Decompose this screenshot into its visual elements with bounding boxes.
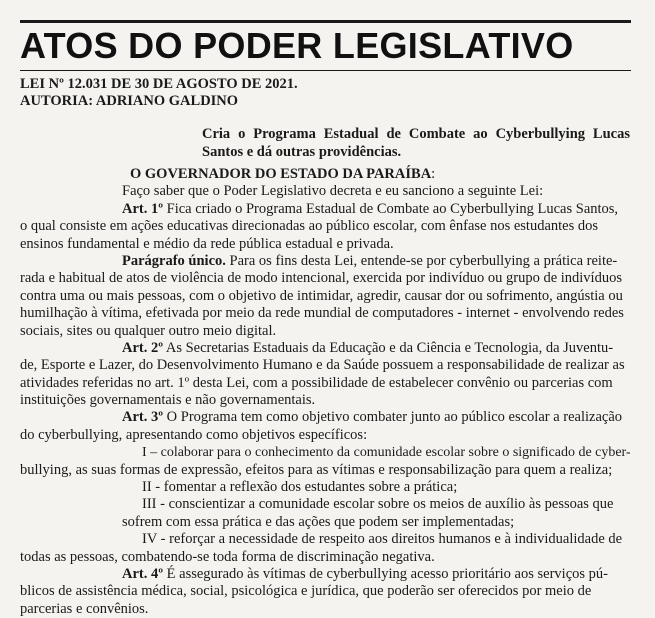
- governor-heading: [20, 166, 631, 183]
- art3-label: Art. 3º: [122, 409, 164, 426]
- law-author: AUTORIA: ADRIANO GALDINO: [20, 93, 239, 109]
- paragraph-line-5: sociais, sites ou qualquer outro meio digital.: [20, 322, 277, 339]
- art2-line-1: [20, 340, 631, 357]
- inciso-1-line-1: I – colaborar para o conhecimento da comunidade escolar sobre o significado de cyber-: [142, 445, 631, 461]
- art3-line-2: do cyberbullying, apresentando como objetivos específicos:: [20, 426, 368, 443]
- art2-label: Art. 2º: [122, 339, 164, 356]
- law-number: LEI Nº 12.031 DE 30 DE AGOSTO DE 2021.: [20, 76, 298, 92]
- law-body: [20, 166, 631, 618]
- art1-text-1: Fica criado o Programa Estadual de Combate ao Cyberbullying Lucas Santos,: [163, 200, 619, 217]
- header-bottom-rule: [20, 70, 631, 71]
- art1-line-3: ensinos fundamental e médio da rede pública estadual e privada.: [20, 235, 394, 252]
- art2-line-2: de, Esporte e Lazer, do Desenvolvimento Humano e da Saúde possuem a responsabilidade de realizar as: [20, 357, 625, 374]
- art4-line-1: [20, 566, 631, 583]
- art1-line-1: [20, 201, 631, 218]
- art2-line-3: atividades referidas no art. 1º desta Lei, com a possibilidade de estabelecer convênio ou parcerias com: [20, 374, 613, 391]
- governor-label: O GOVERNADOR DO ESTADO DA PARAÍBA: [130, 166, 432, 182]
- paragraph-line-2: rada e habitual de atos de violência de modo intencional, exercida por indivíduo ou grupo de indivíduos: [20, 270, 622, 287]
- preamble-line: Faço saber que o Poder Legislativo decreta e eu sanciono a seguinte Lei:: [122, 183, 544, 200]
- art4-line-2: blicos de assistência médica, social, psicológica e jurídica, que poderão ser oferecidos por meio de: [20, 583, 592, 600]
- art4-text-1: É assegurado às vítimas de cyberbullying acesso prioritário aos serviços pú-: [163, 565, 608, 582]
- art2-text-1: As Secretarias Estaduais da Educação e da Ciência e Tecnologia, da Juventu-: [163, 339, 614, 356]
- inciso-4-line-1: IV - reforçar a necessidade de respeito aos direitos humanos e à individualidade de: [142, 531, 623, 548]
- art1-label: Art. 1º: [122, 200, 164, 217]
- inciso-3-line-1: III - conscientizar a comunidade escolar sobre os meios de auxílio às pessoas que: [142, 496, 614, 513]
- inciso-4-line-2: todas as pessoas, combatendo-se toda forma de discriminação negativa.: [20, 548, 435, 565]
- art4-line-3: parcerias e convênios.: [20, 600, 149, 617]
- art2-line-4: instituições governamentais e não governamentais.: [20, 392, 316, 409]
- inciso-1-line-2: bullying, as suas formas de expressão, efeitos para as vítimas e responsabilização para quem a realiza;: [20, 461, 613, 478]
- art1-line-2: o qual consiste em ações educativas direcionadas ao público escolar, com ênfase nos estudantes dos: [20, 218, 599, 235]
- paragraph-line-1: [20, 253, 631, 270]
- governor-colon: :: [431, 166, 436, 182]
- paragraph-label: Parágrafo único.: [122, 252, 226, 269]
- header-top-rule: [20, 20, 631, 23]
- paragraph-line-4: humilhação à vítima, efetivada por meio da rede mundial de computadores - internet - envolvendo redes: [20, 305, 624, 322]
- paragraph-text-1: Para os fins desta Lei, entende-se por cyberbullying a prática reite-: [225, 252, 618, 269]
- paragraph-line-3: contra uma ou mais pessoas, com o objetivo de intimidar, agredir, causar dor ou sofrimento, angústia ou: [20, 287, 623, 304]
- section-title: ATOS DO PODER LEGISLATIVO: [20, 25, 574, 66]
- art3-text-1: O Programa tem como objetivo combater junto ao público escolar a realização: [163, 409, 623, 426]
- law-summary: Cria o Programa Estadual de Combate ao Cyberbullying Lucas Santos e dá outras providências.: [202, 126, 630, 160]
- inciso-2-line-1: II - fomentar a reflexão dos estudantes sobre a prática;: [142, 479, 458, 496]
- art3-line-1: [20, 409, 631, 426]
- art4-label: Art. 4º: [122, 565, 164, 582]
- inciso-3-line-2: sofrem com essa prática e das ações que podem ser implementadas;: [122, 513, 515, 530]
